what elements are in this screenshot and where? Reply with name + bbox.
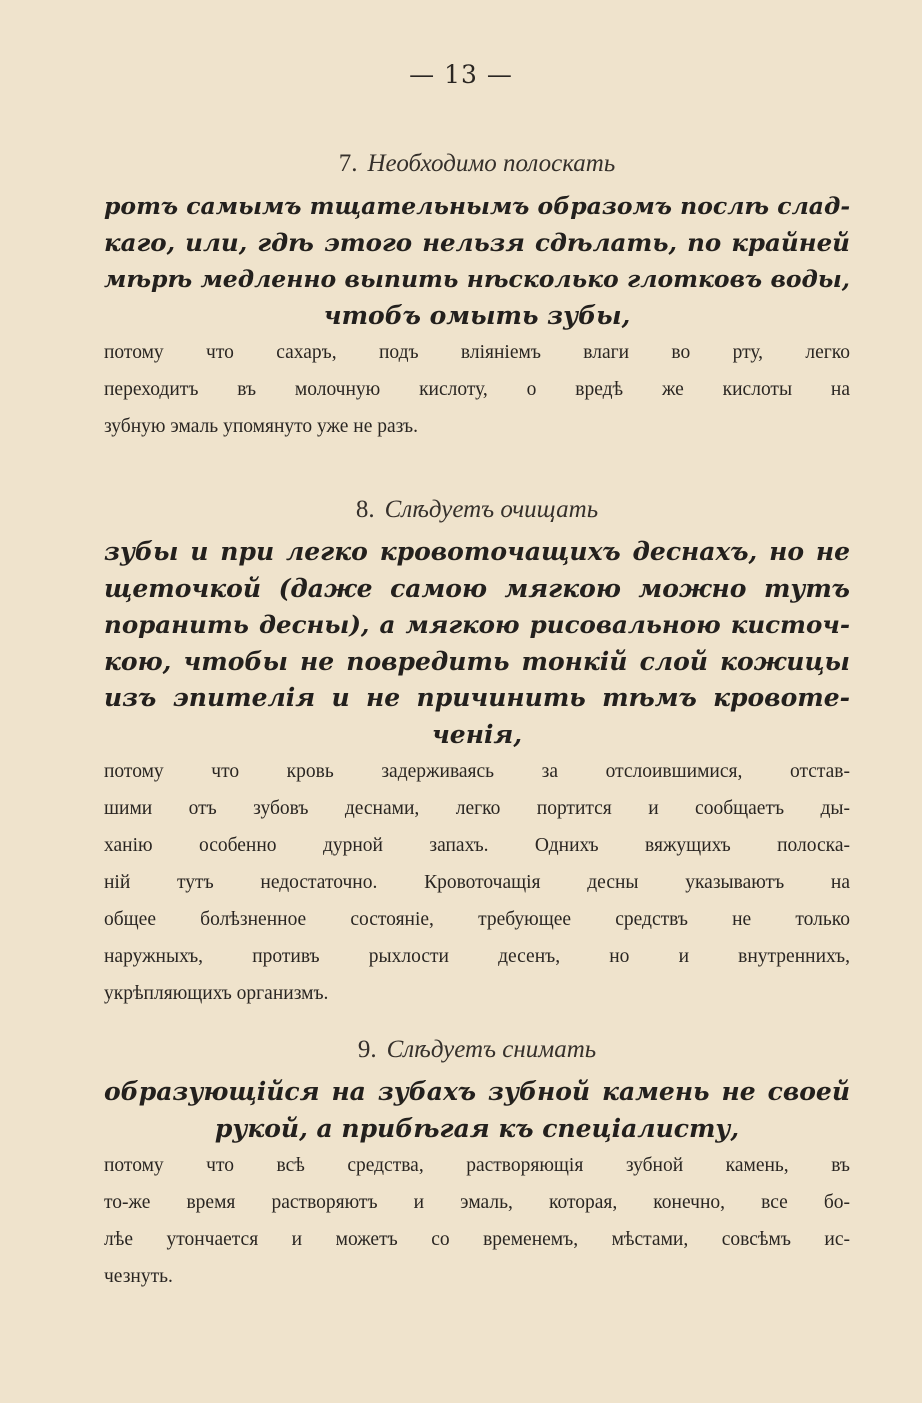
rule-line: рукой, а прибѣгая къ спеціалисту, [214,1113,740,1143]
section-number: 8. [355,496,375,523]
body-line: потому что сахаръ, подъ вліяніемъ влаги во рту, легко [104,342,850,363]
body-line: потому что кровь задерживаясь за отслоившимися, отстав- [104,761,850,782]
rule-line: щеточкой (даже самою мягкою можно тутъ [104,573,850,603]
rule-line: поранить десны), а мягкою рисовальною кисточ- [104,610,850,639]
rule-line: изъ эпителія и не причинить тѣмъ кровоте- [104,683,850,712]
section-title: Слѣдуетъ очищать [384,496,599,523]
section-9 [104,1036,850,1295]
body-line: потому что всѣ средства, растворяющія зубной камень, въ [104,1155,850,1176]
body-line: ній тутъ недостаточно. Кровоточащія десны указываютъ на [104,872,850,893]
body-line: чезнуть. [104,1266,173,1287]
body-line: укрѣпляющихъ организмъ. [104,983,329,1004]
rule-line: чтобъ омыть зубы, [323,300,631,330]
body-line: переходитъ въ молочную кислоту, о вредѣ же кислоты на [104,379,850,400]
section-title: Слѣдуетъ снимать [386,1036,597,1063]
section-heading [104,1036,850,1064]
section-heading [104,150,850,178]
body-line: общее болѣзненное состояніе, требующее средствъ не только [104,909,850,930]
section-number: 7. [338,150,358,177]
rule-line: мѣрѣ медленно выпить нѣсколько глотковъ воды, [104,265,850,293]
section-7 [104,150,850,445]
body-line: наружныхъ, противъ рыхлости десенъ, но и внутреннихъ, [104,946,850,967]
rule-line: зубы и при легко кровоточащихъ деснахъ, но не [104,537,850,566]
section-number: 9. [357,1036,377,1063]
section-8 [104,496,850,1012]
rule-line: кою, чтобы не повредить тонкій слой кожицы [104,646,850,676]
body-line: зубную эмаль упомянуто уже не разъ. [104,416,418,437]
page-number: — 13 — [409,60,513,89]
body-line: шими отъ зубовъ деснами, легко портится и сообщаетъ ды- [104,798,850,819]
section-title: Необходимо полоскать [367,150,616,177]
rule-line: ротъ самымъ тщательнымъ образомъ послѣ слад- [104,192,851,220]
body-line: лѣе утончается и можетъ со временемъ, мѣстами, совсѣмъ ис- [104,1229,850,1250]
section-heading [104,496,850,524]
rule-line: каго, или, гдѣ этого нельзя сдѣлать, по крайней [104,227,850,257]
body-line: то-же время растворяютъ и эмаль, которая, конечно, все бо- [104,1192,850,1213]
body-line: ханію особенно дурной запахъ. Однихъ вяжущихъ полоска- [104,835,850,856]
rule-line: образующійся на зубахъ зубной камень не своей [104,1077,850,1106]
rule-line: ченія, [431,719,523,749]
